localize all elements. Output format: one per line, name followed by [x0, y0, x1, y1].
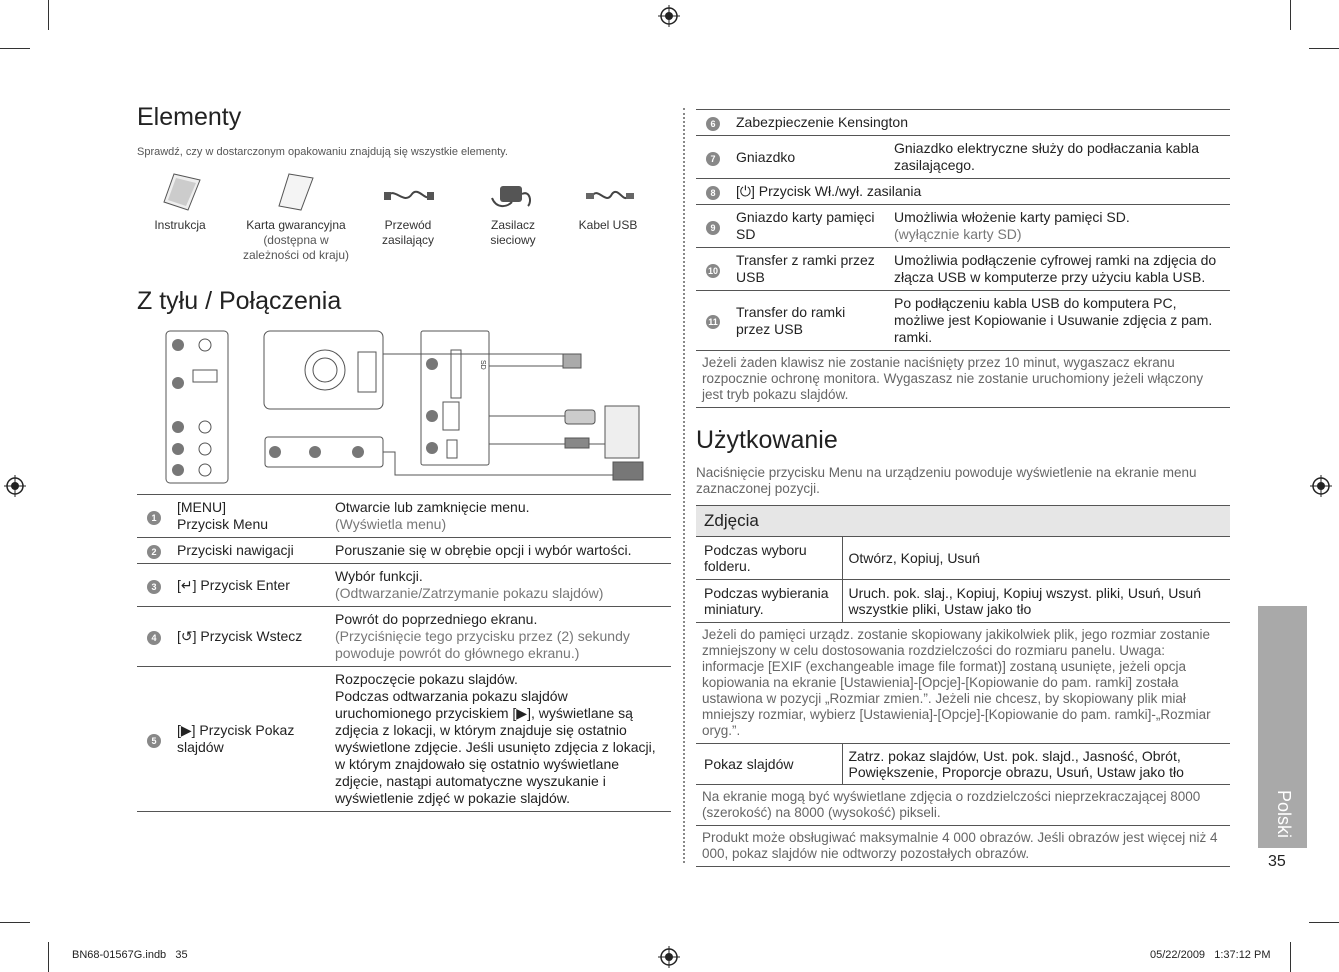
- row-description: Rozpoczęcie pokazu slajdów. Podczas odtwarzania pokazu slajdów uruchomionego przyciskiem [▶], wyświetlane są zdjęcia z lokacji, w którym znajduje się ostatnio wyświetlone zdjęcie. Jeśli usunięto zdjęcia z lokacji, w którym znajdowało się ostatnio wyświetlane zdjęcie, nastąpi automatyczne wyszukanie i wyświetlenie zdjęć w pokazie slajdów.: [335, 671, 656, 806]
- uzytkowanie-subtitle: Naciśnięcie przycisku Menu na urządzeniu powoduje wyświetlenie na ekranie menu zaznaczonej pozycji.: [696, 465, 1197, 496]
- component-adapter: Zasilacz sieciowy: [490, 218, 536, 247]
- connections-table: [696, 109, 1230, 408]
- crop-mark: [48, 0, 49, 30]
- back-panel-table: [137, 494, 671, 812]
- component-power-cable: Przewód zasilający: [381, 218, 435, 247]
- power-adapter-icon: [488, 178, 536, 212]
- crop-mark: [48, 942, 49, 972]
- registration-mark-icon: [1310, 475, 1332, 497]
- svg-text:SD: SD: [479, 360, 486, 370]
- crop-mark: [0, 48, 30, 49]
- number-badge: 6: [706, 117, 720, 131]
- number-badge: 2: [147, 545, 161, 559]
- back-panel-diagram: [165, 330, 647, 485]
- row-label: [MENU] Przycisk Menu: [177, 499, 269, 532]
- uzytkowanie-title: Użytkowanie: [696, 426, 838, 454]
- table-row: [137, 538, 671, 564]
- elementy-title: Elementy: [137, 103, 242, 131]
- table-row: [137, 564, 671, 607]
- manual-icon: [160, 172, 204, 212]
- row-label: Przyciski nawigacji: [177, 542, 294, 558]
- number-badge: 7: [706, 152, 720, 166]
- crop-mark: [1309, 922, 1339, 923]
- row-label: Zabezpieczenie Kensington: [736, 114, 909, 130]
- column-divider: [683, 108, 685, 863]
- table-row: [137, 495, 671, 538]
- capacity-note: Produkt może obsługiwać maksymalnie 4 000 obrazów. Jeśli obrazów jest więcej niż 4 000, pokaz slajdów nie odtworzy pozostałych obrazów.: [696, 826, 1230, 867]
- row-label: Transfer z ramki przez USB: [736, 252, 875, 285]
- number-badge: 5: [147, 734, 161, 748]
- row-label: [↺] Przycisk Wstecz: [177, 628, 303, 644]
- row-label: Gniazdo karty pamięci SD: [736, 209, 875, 242]
- row-label: Transfer do ramki przez USB: [736, 303, 846, 337]
- section-header-row: Zdjęcia: [696, 506, 1230, 537]
- row-label: [↵] Przycisk Enter: [177, 576, 290, 593]
- table-row: Podczas wybierania miniatury. Uruch. pok. slaj., Kopiuj, Kopiuj wszyst. pliki, Usuń, Usuń wszystkie pliki, Ustaw jako tło: [696, 580, 1230, 623]
- crop-mark: [1309, 48, 1339, 49]
- table-row: Podczas wyboru folderu. Otwórz, Kopiuj, Usuń: [696, 537, 1230, 580]
- number-badge: 4: [147, 631, 161, 645]
- number-badge: 9: [706, 221, 720, 235]
- number-badge: 11: [706, 315, 720, 329]
- registration-mark-icon: [4, 475, 26, 497]
- language-tab-label: Polski: [1274, 790, 1294, 839]
- language-tab: [1258, 606, 1307, 848]
- row-label: [▶] Przycisk Pokaz slajdów: [177, 722, 295, 755]
- elementy-subtitle: Sprawdź, czy w dostarczonym opakowaniu znajdują się wszystkie elementy.: [137, 146, 508, 158]
- usb-cable-icon: [586, 182, 634, 210]
- component-usb-cable: Kabel USB: [578, 218, 638, 232]
- tyl-title: Z tyłu / Połączenia: [137, 287, 342, 315]
- component-warranty: Karta gwarancyjna (dostępna w zależności od kraju): [242, 218, 350, 262]
- row-description: Powrót do poprzedniego ekranu. (Przyciśnięcie tego przycisku przez (2) sekundy powoduje powrót do głównego ekranu.): [335, 611, 630, 661]
- table-row: [696, 291, 1230, 351]
- table-row: [137, 607, 671, 667]
- number-badge: 3: [147, 580, 161, 594]
- row-description: Poruszanie się w obrębie opcji i wybór wartości.: [335, 542, 632, 558]
- table-row: [696, 110, 1230, 136]
- table-row: [696, 248, 1230, 291]
- table-row: [696, 205, 1230, 248]
- crop-mark: [1290, 0, 1291, 30]
- number-badge: 10: [707, 265, 718, 276]
- photos-menu-table: [696, 505, 1230, 867]
- number-badge: 1: [147, 511, 161, 525]
- row-label: Gniazdko: [736, 148, 796, 165]
- component-manual: Instrukcja: [154, 218, 206, 232]
- table-row: [696, 136, 1230, 179]
- screensaver-note: Jeżeli żaden klawisz nie zostanie naciśnięty przez 10 minut, wygaszacz ekranu rozpocznie ochronę monitora. Wygaszasz nie zostanie uruchomiony jeżeli włączony jest tryb pokazu slajdów.: [696, 351, 1230, 408]
- resolution-note: Na ekranie mogą być wyświetlane zdjęcia o rozdzielczości nieprzekraczającej 8000 (szerokość) na 8000 (wysokość) pikseli.: [696, 785, 1230, 826]
- row-description: Umożliwia podłączenie cyfrowej ramki na zdjęcia do złącza USB w komputerze przy użyciu kabla USB.: [894, 252, 1217, 285]
- page-number: 35: [1268, 853, 1286, 870]
- power-cable-icon: [384, 182, 434, 210]
- number-badge: 8: [706, 186, 720, 200]
- table-row: Pokaz slajdów Zatrz. pokaz slajdów, Ust. pok. slajd., Jasność, Obrót, Powiększenie, Proporcje obrazu, Usuń, Ustaw jako tło: [696, 744, 1230, 785]
- crop-mark: [1290, 942, 1291, 972]
- footer-timestamp: 05/22/2009 1:37:12 PM: [1150, 949, 1271, 961]
- table-row: [137, 667, 671, 812]
- row-description: Wybór funkcji. (Odtwarzanie/Zatrzymanie pokazu slajdów): [335, 568, 604, 601]
- registration-mark-icon: [658, 5, 680, 27]
- warranty-card-icon: [273, 172, 317, 212]
- crop-mark: [0, 922, 30, 923]
- row-description: Gniazdko elektryczne służy do podłaczania kabla zasilającego.: [894, 140, 1200, 173]
- footer-file: BN68-01567G.indb 35: [72, 949, 188, 961]
- row-description: Otwarcie lub zamknięcie menu. (Wyświetla menu): [335, 499, 530, 532]
- row-description: Po podłączeniu kabla USB do komputera PC, możliwe jest Kopiowanie i Usuwanie zdjęcia z pam. ramki.: [894, 295, 1213, 345]
- exif-note: Jeżeli do pamięci urządz. zostanie skopiowany jakikolwiek plik, jego rozmiar zostanie zmniejszony w celu dostosowania rozdzielczości do rozmiaru panelu. Uwaga: informacje [EXIF (exchangeable image file format)] zostaną usunięte, jeżeli opcja kopiowania na ekranie [Ustawienia]-[Opcje]-[Kopiowanie do pam. ramki] została ustawiona w pozycji „Rozmiar zmien.”. Jeżeli nie chcesz, by skopiowany plik miał mniejszy rozmiar, wybierz [Ustawienia]-[Opcje]-[Kopiowanie do pam. ramki]-„Rozmiar oryg.”.: [696, 623, 1230, 744]
- row-label: [⏻] Przycisk Wł./wył. zasilania: [736, 183, 922, 199]
- registration-mark-icon: [658, 946, 680, 968]
- table-row: [696, 179, 1230, 205]
- row-description: Umożliwia włożenie karty pamięci SD. (wyłącznie karty SD): [894, 209, 1130, 242]
